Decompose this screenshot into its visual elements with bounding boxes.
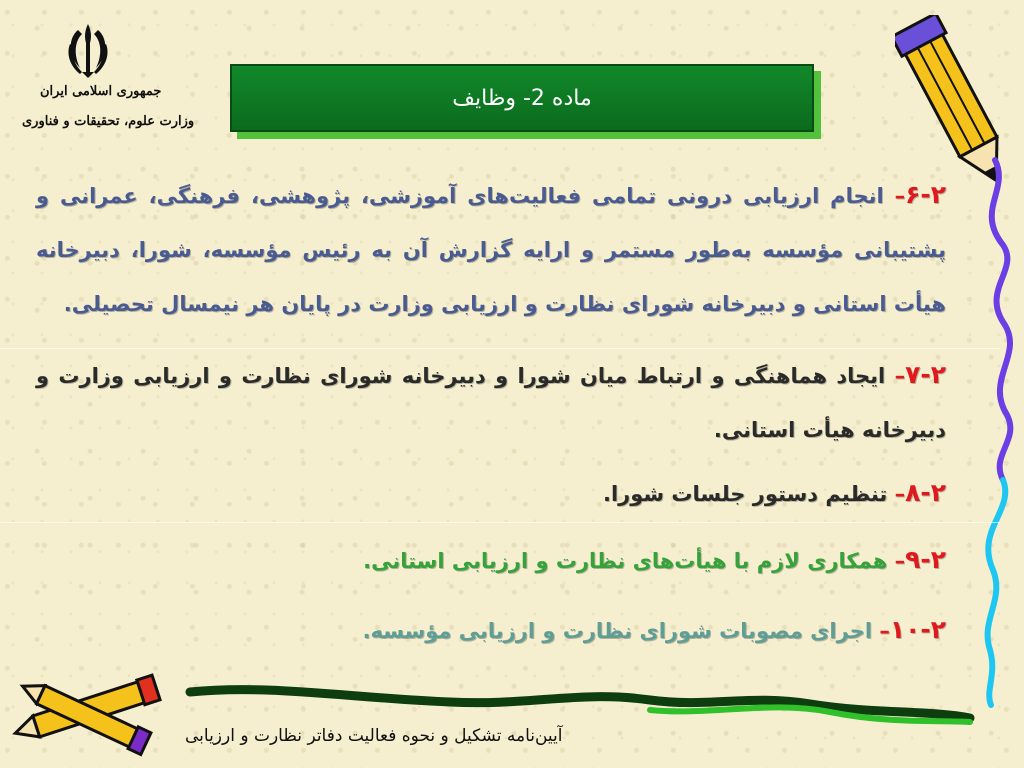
- item-text: اجرای مصوبات شورای نظارت و ارزیابی مؤسسه.: [362, 619, 873, 643]
- squiggle-line-icon: [965, 150, 1024, 710]
- list-item: ۹-۲– همکاری لازم با هیأت‌های نظارت و ارزیابی استانی.: [363, 545, 946, 574]
- item-text: انجام ارزیابی درونی تمامی فعالیت‌های آموزشی، پژوهشی، فرهنگی، عمرانی و پشتیبانی مؤسسه به‌طور مستمر و ارایه گزارش آن به رئیس مؤسسه، شورا، دبیرخانه هیأت استانی و دبیرخانه شورای نظارت و ارزیابی وزارت در پایان هر نیمسال تحصیلی.: [36, 184, 946, 316]
- divider: [0, 522, 1000, 523]
- item-number: ۹-۲: [905, 545, 946, 574]
- footer-text: آیین‌نامه تشکیل و نحوه فعالیت دفاتر نظارت و ارزیابی: [185, 726, 563, 746]
- list-item: ۸-۲– تنظیم دستور جلسات شورا.: [602, 478, 946, 507]
- item-number: ۶-۲: [905, 180, 946, 209]
- list-item: ۷-۲– ایجاد هماهنگی و ارتباط میان شورا و دبیرخانه شورای نظارت و ارزیابی وزارت و دبیرخانه هیأت استانی.: [36, 360, 947, 442]
- logo-line-2: وزارت علوم، تحقیقات و فناوری: [22, 114, 195, 129]
- squiggle-line-icon: [150, 680, 980, 730]
- list-item: ۱۰-۲– اجرای مصوبات شورای نظارت و ارزیابی مؤسسه.: [362, 615, 946, 644]
- crayons-icon: [6, 670, 176, 765]
- logo-line-1: جمهوری اسلامی ایران: [40, 84, 162, 99]
- title-bar: [230, 64, 814, 132]
- item-number: ۱۰-۲: [889, 615, 946, 644]
- item-text: تنظیم دستور جلسات شورا.: [602, 482, 888, 506]
- iran-emblem-icon: [56, 18, 120, 82]
- item-number: ۷-۲: [905, 360, 947, 389]
- item-number: ۸-۲: [905, 478, 946, 507]
- slide-title: ماده 2- وظایف: [452, 85, 592, 111]
- list-item: ۶-۲– انجام ارزیابی درونی تمامی فعالیت‌های آموزشی، پژوهشی، فرهنگی، عمرانی و پشتیبانی مؤسسه به‌طور مستمر و ارایه گزارش آن به رئیس مؤسسه، شورا، دبیرخانه هیأت استانی و دبیرخانه شورای نظارت و ارزیابی وزارت در پایان هر نیمسال تحصیلی.: [36, 180, 946, 316]
- item-text: همکاری لازم با هیأت‌های نظارت و ارزیابی استانی.: [363, 549, 888, 573]
- item-text: ایجاد هماهنگی و ارتباط میان شورا و دبیرخانه شورای نظارت و ارزیابی وزارت و دبیرخانه هیأت استانی.: [36, 364, 946, 442]
